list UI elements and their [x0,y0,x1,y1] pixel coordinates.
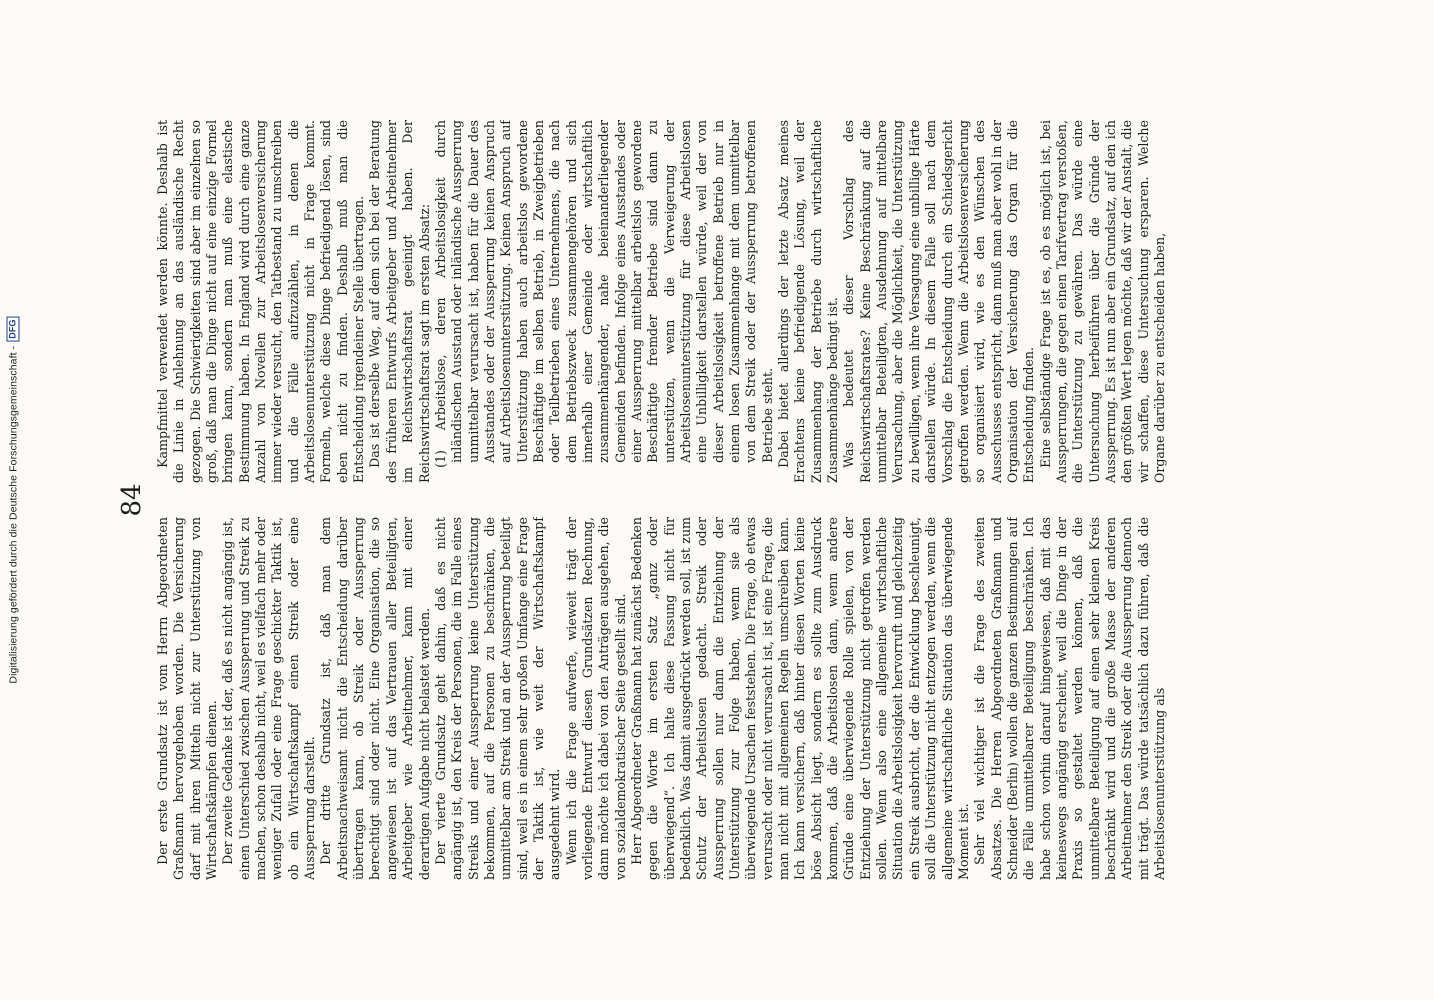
paragraph: Dabei bietet allerdings der letzte Absatz meines Erachtens keine befriedigende Lösung, weil der Zusammenhang der Betriebe durch wirtschaftliche Zusammenhänge bedingt ist. [776,120,841,483]
digitization-footer [0,0,26,1000]
paragraph: Wenn ich die Frage aufwerfe, wieweit trägt der vorliegende Entwurf diesen Grundsätzen Rechnung, dann möchte ich dabei von den Anträgen ausgehen, die von sozialdemokratischer Seite gestellt sind. [563,517,628,880]
paragraph: Der erste Grundsatz ist vom Herrn Abgeordneten Graßmann hervorgehoben worden. Die Versicherung darf mit ihren Mitteln nicht zur Unterstützung von Wirtschaftskämpfen dienen. [155,517,220,880]
right-column [155,120,1305,483]
footer-label [7,316,20,683]
paragraph: Der vierte Grundsatz geht dahin, daß es nicht angängig ist, den Kreis der Personen, die im Falle eines Streiks und einer Aussperrung keine Unterstützung bekommen, auf die Personen zu beschränken, die unmittelbar am Streik und an der Aussperrung beteiligt sind, weil es in einem sehr großen Umfange eine Frage der Taktik ist, wie weit der Wirtschaftskampf ausgedehnt wird. [432,517,563,880]
paragraph: Der zweite Gedanke ist der, daß es nicht angängig ist, einen Unterschied zwischen Aussperrung und Streik zu machen, schon deshalb nicht, weil es vielfach mehr oder weniger Zufall oder eine Frage geschickter Taktik ist, ob ein Wirtschaftskampf einen Streik oder eine Aussperrung darstellt. [220,517,318,880]
page-number: 84 [117,483,147,517]
paragraph: Was bedeutet dieser Vorschlag des Reichswirtschaftsrates? Keine Beschränkung auf die unmittelbar Beteiligten, Ausdehnung auf mittelbare Verursachung, aber die Möglichkeit, die Unterstützung zu bewilligen, wenn ihre Versagung eine unbillige Härte darstellen würde. In diesem Falle soll nach dem Vorschlag die Entscheidung durch ein Schiedsgericht getroffen werden. Wenn die Arbeitslosenversicherung so organisiert wird, wie es den Wünschen des Ausschusses entspricht, dann muß man aber wohl in der Organisation der Versicherung das Organ für die Entscheidung finden. [841,120,1037,483]
paragraph: Der dritte Grundsatz ist, daß man dem Arbeitsnachweisamt nicht die Entscheidung darüber übertragen kann, ob Streik oder Aussperrung berechtigt sind oder nicht. Eine Organisation, die so angewiesen ist auf das Vertrauen aller Beteiligten, Arbeitgeber wie Arbeitnehmer, kann mit einer derartigen Aufgabe nicht belastet werden. [318,517,432,880]
quoted-paragraph: (1) Arbeitslose, deren Arbeitslosigkeit durch inländischen Ausstand oder inländische Aussperrung unmittelbar verursacht ist, haben für die Dauer des Ausstandes oder der Aussperrung keinen Anspruch auf Arbeitslosenunterstützung. Keinen Anspruch auf Unterstützung haben auch arbeitslos gewordene Beschäftigte im selben Betrieb, in Zweigbetrieben oder Teilbetrieben eines Unternehmens, die nach dem Betriebszweck zusammengehören und sich innerhalb einer Gemeinde oder wirtschaftlich zusammenhängender, nahe beieinanderliegender Gemeinden befinden. Infolge eines Ausstandes oder einer Aussperrung mittelbar arbeitslos gewordene Beschäftigte fremder Betriebe sind dann zu unterstützen, wenn die Verweigerung der Arbeitslosenunterstützung für diese Arbeitslosen eine Unbilligkeit darstellen würde, weil der von dieser Arbeitslosigkeit betroffene Betrieb nur in einem losen Zusammenhange mit dem unmittelbar von dem Streik oder der Aussperrung betroffenen Betriebe steht. [432,120,775,468]
left-column [155,517,1305,880]
paragraph: Das ist derselbe Weg, auf dem sich bei der Beratung des früheren Entwurfs Arbeitgeber und Arbeitnehmer im Reichswirtschaftsrat geeinigt haben. Der Reichswirtschaftsrat sagt im ersten Absatz: [367,120,432,483]
paragraph: Sehr viel wichtiger ist die Frage des zweiten Absatzes. Die Herren Abgeordneten Graßmann und Schneider (Berlin) wollen die ganzen Bestimmungen auf die Fälle unmittelbarer Beteiligung beschränken. Ich habe schon vorhin darauf hingewiesen, daß mit das keineswegs angängig erscheint, weil die Dinge in der Praxis so gestaltet werden können, daß die unmittelbare Beteiligung auf einen sehr kleinen Kreis beschränkt wird und die große Masse der anderen Arbeitnehmer den Streik oder die Aussperrung dennoch mit trägt. Das würde tatsächlich dazu führen, daß die Arbeitslosenunterstützung als [972,517,1167,880]
dfg-logo: DFG [7,316,20,341]
paragraph: Eine selbständige Frage ist es, ob es möglich ist, bei Aussperrungen, die gegen einen Tarifvertrag verstoßen, die Unterstützung zu gewähren. Das würde eine Untersuchung herbeiführen über die Gründe der Aussperrung. Es ist nun aber ein Grundsatz, auf den ich den größten Wert legen möchte, daß wir der Anstalt, die wir schaffen, diese Untersuchung ersparen. Welche Organe darüber zu entscheiden haben, [1037,120,1167,483]
paragraph: Kampfmittel verwendet werden könnte. Deshalb ist die Linie in Anlehnung an das ausländische Recht gezogen. Die Schwierigkeiten sind aber im einzelnen so groß, daß man die Dinge nicht auf eine einzige Formel bringen kann, sondern man muß eine elastische Bestimmung haben. In England wird durch eine ganze Anzahl von Novellen zur Arbeitslosenversicherung immer wieder versucht, den Tatbestand zu umschreiben und die Fälle aufzuzählen, in denen die Arbeitslosenunterstützung nicht in Frage kommt. Formeln, welche diese Dinge befriedigend lösen, sind eben nicht zu finden. Deshalb muß man die Entscheidung irgendeiner Stelle übertragen. [155,120,367,483]
text-columns [155,120,1305,880]
rotated-book-page [97,90,1337,910]
paragraph: Herr Abgeordneter Graßmann hat zunächst Bedenken gegen die Worte im ersten Satz „ganz oder überwiegend“. Ich halte diese Fassung nicht für bedenklich. Was damit ausgedrückt werden soll, ist zum Schutz der Arbeitslosen gedacht. Streik oder Aussperrung sollen nur dann die Entziehung der Unterstützung zur Folge haben, wenn sie als überwiegende Ursachen feststehen. Die Frage, ob etwas verursacht oder nicht verursacht ist, ist eine Frage, die man nicht mit allgemeinen Regeln umschreiben kann. Ich kann versichern, daß hinter diesen Worten keine böse Absicht liegt, sondern es sollte zum Ausdruck kommen, daß die Arbeitslosen dann, wenn andere Gründe eine überwiegende Rolle spielen, von der Entziehung der Unterstützung nicht getroffen werden sollen. Wenn also eine allgemeine wirtschaftliche Situation die Arbeitslosigkeit hervorruft und gleichzeitig ein Streik ausbricht, der die Entwicklung beschleunigt, soll die Unterstützung nicht entzogen werden, wenn die allgemeine wirtschaftliche Situation das überwiegende Moment ist. [628,517,971,880]
footer-text: Digitalisierung gefördert durch die Deutsche Forschungsgemeinschaft - [7,345,19,684]
